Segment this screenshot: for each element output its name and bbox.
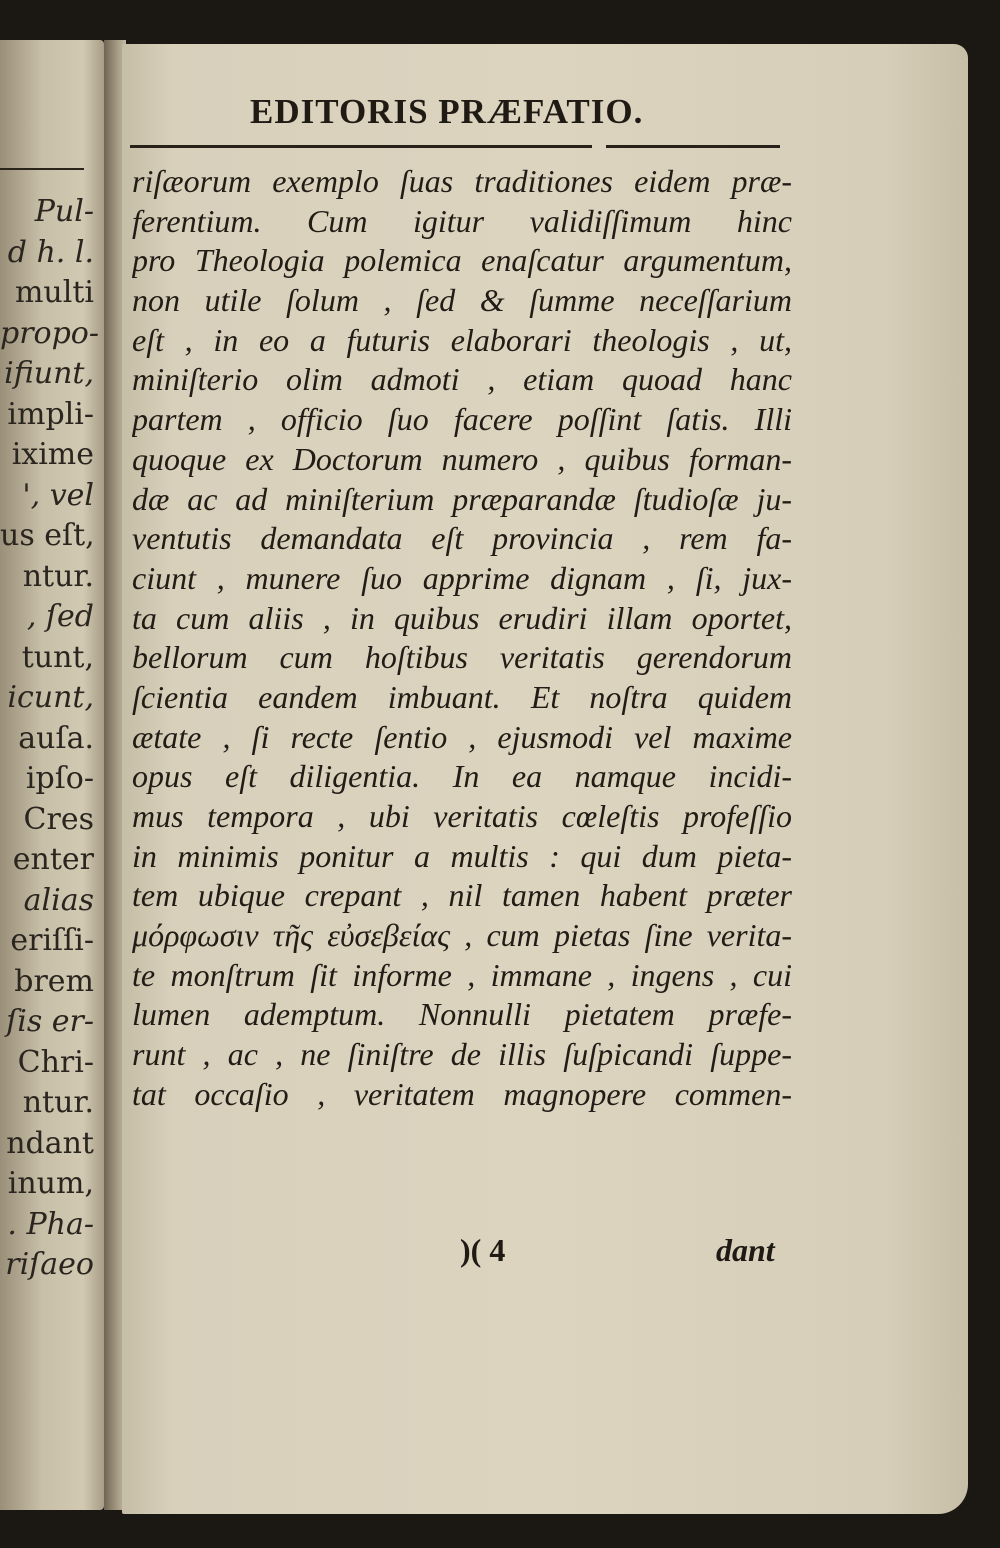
left-fragment: us eſt, <box>0 518 95 553</box>
left-fragment: ifiunt, <box>4 356 94 391</box>
text-line: ferentium. Cum igitur validiſſimum hinc <box>132 202 792 239</box>
left-fragment: ipſo- <box>25 761 94 796</box>
left-fragment: ', vel <box>22 477 94 513</box>
text-line: pro Theologia polemica enaſcatur argumentum, <box>132 242 792 279</box>
left-fragment: auſa. <box>18 720 94 756</box>
left-fragment: ntur. <box>22 558 94 594</box>
text-line: quoque ex Doctorum numero , quibus forman- <box>132 440 792 477</box>
left-page-rule <box>0 168 84 170</box>
header-rule-left <box>130 145 592 148</box>
text-line: partem , officio ſuo facere poſſint ſatis. Illi <box>132 401 792 438</box>
text-line: bellorum cum hoſtibus veritatis gerendorum <box>132 639 792 676</box>
text-line: non utile ſolum , ſed & ſumme neceſſarium <box>132 282 792 319</box>
text-line: μόρφωσιν τῆς εὐσεβείας , cum pietas ſine verita- <box>132 917 792 954</box>
text-line: ſcientia eandem imbuant. Et noſtra quidem <box>132 678 792 715</box>
left-fragment: tunt, <box>21 639 94 675</box>
text-line: ciunt , munere ſuo apprime dignam , ſi, jux- <box>132 559 792 596</box>
left-fragment: alias <box>23 882 94 918</box>
text-line: riſæorum exemplo ſuas traditiones eidem præ- <box>132 163 792 199</box>
left-fragment: d h. l. <box>7 234 94 270</box>
text-line: ventutis demandata eſt provincia , rem fa- <box>132 520 792 557</box>
text-line: ætate , ſi recte ſentio , ejusmodi vel maxime <box>132 718 792 755</box>
text-line: lumen ademptum. Nonnulli pietatem præfe- <box>132 996 792 1033</box>
text-line: miniſterio olim admoti , etiam quoad hanc <box>132 361 792 398</box>
left-fragment: icunt, <box>7 680 94 715</box>
left-fragment: ixime <box>11 437 94 472</box>
left-fragment: Pul- <box>34 194 94 229</box>
text-line: dæ ac ad miniſterium præparandæ ſtudioſæ ju- <box>132 480 792 517</box>
left-fragment: inum, <box>7 1166 94 1201</box>
text-line: eſt , in eo a futuris elaborari theologis , ut, <box>132 321 792 358</box>
left-fragment: riſaeo <box>5 1247 94 1282</box>
text-line: runt , ac , ne ſiniſtre de illis ſuſpicandi ſuppe- <box>132 1036 792 1073</box>
text-line: in minimis ponitur a multis : qui dum pieta- <box>132 837 792 874</box>
text-line: ta cum aliis , in quibus erudiri illam oportet, <box>132 599 792 636</box>
left-fragment: . Pha- <box>7 1206 94 1242</box>
text-line: tem ubique crepant , nil tamen habent præter <box>132 877 792 914</box>
body-text <box>132 162 792 1115</box>
left-fragment: Chri- <box>17 1044 94 1080</box>
left-fragment: multi <box>14 275 94 310</box>
left-fragment: propo- <box>0 315 100 351</box>
left-fragment: brem <box>14 963 94 999</box>
left-fragment: impli- <box>7 396 94 432</box>
left-fragment: Cres <box>23 801 94 837</box>
catchword: dant <box>716 1232 775 1268</box>
text-line: mus tempora , ubi veritatis cœleſtis profeſſio <box>132 798 792 834</box>
header-rule-right <box>606 145 780 148</box>
left-page-fragments <box>0 192 100 1286</box>
left-fragment: ndant <box>6 1125 94 1161</box>
left-fragment: enter <box>12 842 94 877</box>
text-line: te monſtrum ſit informe , immane , ingens , cui <box>132 956 792 993</box>
signature-mark: )( 4 <box>460 1232 506 1268</box>
text-line: opus eſt diligentia. In ea namque incidi- <box>132 758 792 795</box>
left-fragment: ntur. <box>22 1085 94 1120</box>
left-fragment: ſis er- <box>6 1004 94 1039</box>
left-page <box>0 40 104 1510</box>
text-line: tat occaſio , veritatem magnopere commen- <box>132 1075 792 1112</box>
running-head: EDITORIS PRÆFATIO. <box>250 92 644 131</box>
left-fragment: , ſed <box>26 599 94 634</box>
left-fragment: eriſſi- <box>10 923 94 958</box>
